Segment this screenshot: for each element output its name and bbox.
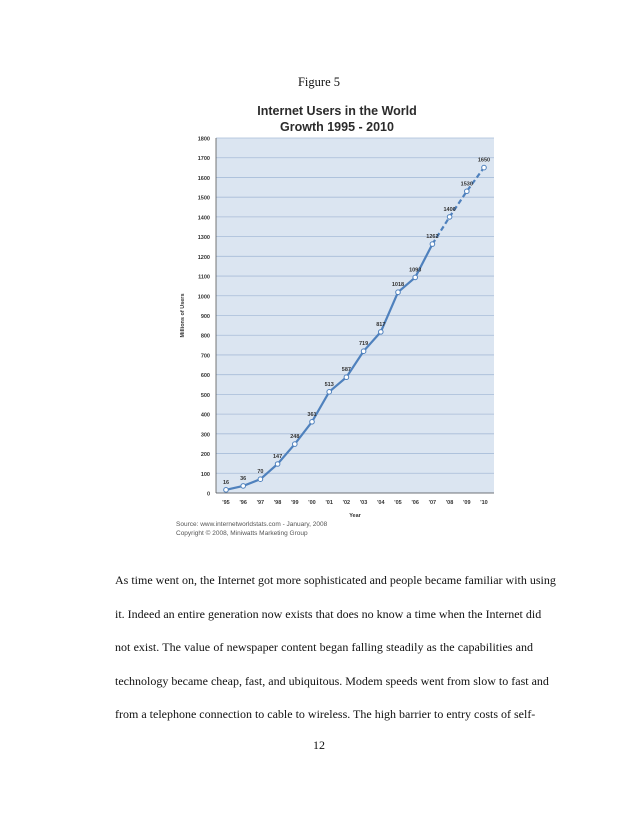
y-tick-label: 400: [200, 412, 210, 419]
y-tick-label: 1800: [197, 136, 210, 143]
data-point: [413, 275, 418, 280]
data-label: 248: [290, 434, 300, 441]
x-tick-label: '98: [273, 500, 282, 506]
chart-copyright: Copyright © 2008, Miniwatts Marketing Group: [176, 530, 308, 537]
x-tick-label: '03: [359, 500, 368, 506]
chart-title: Internet Users in the World: [257, 104, 417, 118]
x-tick-label: '02: [342, 500, 351, 506]
data-point: [241, 484, 246, 489]
data-label: 1530: [460, 181, 473, 188]
data-label: 147: [273, 454, 283, 461]
data-label: 361: [307, 411, 317, 418]
y-tick-label: 1200: [197, 254, 210, 261]
y-tick-label: 200: [200, 452, 210, 459]
data-label: 1650: [477, 157, 491, 164]
paragraph-line: technology became cheap, fast, and ubiquitous. Modem speeds went from slow to fast and: [115, 674, 549, 688]
page-number: 12: [313, 738, 325, 752]
x-tick-label: '96: [239, 500, 247, 506]
y-tick-label: 0: [206, 491, 210, 498]
y-axis-label: Millions of Users: [180, 293, 186, 338]
data-label: 817: [376, 321, 386, 328]
data-point: [379, 330, 384, 335]
data-point: [344, 375, 349, 380]
chart: [172, 100, 502, 542]
y-tick-label: 600: [200, 373, 210, 380]
data-point: [465, 189, 470, 194]
x-tick-label: '95: [222, 500, 230, 506]
paragraph-line: from a telephone connection to cable to wireless. The high barrier to entry costs of self-: [115, 707, 536, 721]
y-tick-label: 1700: [197, 156, 210, 163]
chart-svg: [172, 100, 502, 542]
y-tick-label: 800: [200, 333, 210, 340]
figure-caption: Figure 5: [297, 75, 340, 89]
x-tick-label: '01: [325, 500, 333, 506]
data-point: [396, 290, 401, 295]
x-tick-label: '05: [394, 500, 402, 506]
y-tick-label: 1000: [197, 294, 210, 301]
x-tick-label: '04: [377, 500, 385, 506]
data-label: 70: [257, 469, 264, 476]
x-tick-label: '99: [291, 500, 299, 506]
data-point: [327, 390, 332, 395]
y-tick-label: 500: [200, 392, 210, 399]
data-label: 587: [341, 367, 351, 374]
data-point: [224, 488, 229, 493]
x-tick-label: '06: [411, 500, 419, 506]
y-tick-label: 1100: [198, 274, 210, 281]
paragraph-line: it. Indeed an entire generation now exists that does no know a time when the Internet did: [115, 607, 542, 621]
data-label: 36: [240, 475, 247, 482]
y-tick-label: 1500: [197, 195, 210, 202]
data-label: 1400: [443, 206, 456, 213]
x-tick-label: '97: [256, 500, 265, 506]
y-tick-label: 1400: [197, 215, 210, 222]
data-label: 1018: [391, 282, 405, 289]
paragraph-line: As time went on, the Internet got more sophisticated and people became familiar with using: [115, 573, 556, 587]
chart-source: Source: www.internetworldstats.com - January, 2008: [176, 521, 328, 528]
y-tick-label: 1600: [197, 175, 210, 182]
x-tick-label: '00: [308, 500, 316, 506]
paragraph-line: not exist. The value of newspaper content began falling steadily as the capabilities and: [115, 640, 533, 654]
data-point: [482, 165, 487, 170]
data-label: 1262: [426, 234, 439, 241]
data-point: [310, 420, 315, 425]
y-tick-label: 1300: [197, 235, 210, 242]
data-point: [430, 242, 435, 247]
y-tick-label: 100: [200, 471, 210, 478]
x-tick-label: '09: [463, 500, 471, 506]
y-tick-label: 300: [200, 432, 210, 439]
data-point: [361, 349, 366, 354]
x-axis-label: Year: [349, 513, 361, 519]
chart-subtitle: Growth 1995 - 2010: [280, 120, 394, 134]
data-point: [258, 477, 263, 482]
data-label: 16: [222, 479, 230, 486]
x-tick-label: '10: [480, 500, 488, 506]
data-point: [447, 215, 452, 220]
data-point: [275, 462, 280, 467]
y-tick-label: 700: [200, 353, 210, 360]
data-label: 513: [324, 381, 334, 388]
y-tick-label: 900: [200, 314, 210, 320]
x-tick-label: '07: [428, 500, 437, 506]
x-tick-label: '08: [445, 500, 454, 506]
data-label: 1093: [409, 267, 422, 274]
data-label: 719: [359, 341, 369, 348]
data-point: [293, 442, 298, 447]
